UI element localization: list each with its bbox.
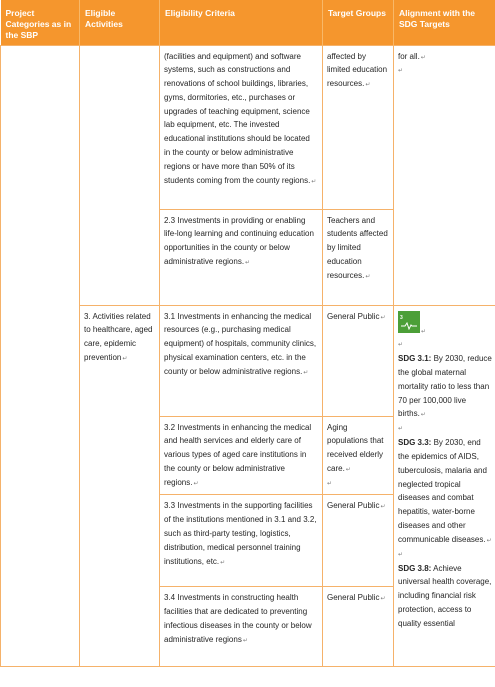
paragraph-mark: ↵ <box>311 178 317 185</box>
sdg-target-3-1 <box>398 352 492 423</box>
criteria-cell <box>160 305 323 416</box>
paragraph-mark: ↵ <box>245 259 251 266</box>
criteria-cell <box>160 587 323 667</box>
header-target-groups: Target Groups <box>323 0 394 45</box>
target-group-text: General Public <box>327 593 380 603</box>
heartbeat-icon <box>401 322 417 330</box>
paragraph-mark: ↵ <box>380 504 386 511</box>
table-row <box>1 45 495 209</box>
paragraph-mark: ↵ <box>421 328 427 335</box>
criteria-text: 3.1 Investments in enhancing the medical resources (e.g., purchasing medical equipment) of hospitals, community clinics, physical examination centers, etc. in the county or below administrative regions. <box>164 311 317 376</box>
paragraph-mark: ↵ <box>327 480 333 487</box>
criteria-text: 3.3 Investments in the supporting facilities of the institutions mentioned in 3.1 and 3.2, such as third-party testing, logistics, distribution, medical personnel training institutions, etc. <box>164 501 317 566</box>
criteria-cell <box>160 209 323 305</box>
paragraph-mark: ↵ <box>193 480 199 487</box>
header-eligible-activities: Eligible Activities <box>80 0 160 45</box>
target-group-text: General Public <box>327 501 380 511</box>
paragraph-mark: ↵ <box>345 466 351 473</box>
activity-cell <box>80 305 160 667</box>
criteria-text: (facilities and equipment) and software systems, such as constructions and renovations of school buildings, libraries, gyms, dormitories, etc., purchases or upgrades of teaching equipment, science lab equipment, etc. The invested educational institutions should be located in the county or below administrative regions or have more than 50% of its students coming from the county regions. <box>164 51 311 185</box>
header-project-categories: Project Categories as in the SBP <box>1 0 80 45</box>
sdg-alignment-cell <box>394 305 495 667</box>
paragraph-mark: ↵ <box>220 559 226 566</box>
target-group-cell <box>323 416 394 495</box>
category-cell <box>1 45 80 667</box>
criteria-cell <box>160 45 323 209</box>
activity-cell <box>80 45 160 305</box>
target-group-cell <box>323 305 394 416</box>
sdg-target-3-3 <box>398 436 492 548</box>
sdg-target-text: Achieve universal health coverage, including financial risk protection, access to quality essential <box>398 563 492 628</box>
criteria-cell <box>160 416 323 495</box>
sdg-target-text: By 2030, reduce the global maternal mortality ratio to less than 70 per 100,000 live births. <box>398 354 492 419</box>
sdg-alignment-text: for all. <box>398 51 420 61</box>
paragraph-mark: ↵ <box>398 426 404 433</box>
sdg-target-label: SDG 3.8: <box>398 563 432 573</box>
sdg-icon-number: 3 <box>400 314 403 321</box>
header-sdg-alignment: Alignment with the SDG Targets <box>394 0 495 45</box>
paragraph-mark: ↵ <box>122 355 128 362</box>
paragraph-mark: ↵ <box>398 68 404 75</box>
target-group-cell <box>323 587 394 667</box>
criteria-text: 2.3 Investments in providing or enabling life-long learning and continuing education opportunities in the county or below administrative regions. <box>164 215 314 266</box>
paragraph-mark: ↵ <box>303 369 309 376</box>
table-header-row <box>1 0 495 45</box>
paragraph-mark: ↵ <box>380 596 386 603</box>
paragraph-mark: ↵ <box>380 314 386 321</box>
activity-text: 3. Activities related to healthcare, aged care, epidemic prevention <box>84 311 153 362</box>
header-eligibility-criteria: Eligibility Criteria <box>160 0 323 45</box>
target-group-text: affected by limited education resources. <box>327 51 388 89</box>
paragraph-mark: ↵ <box>365 273 371 280</box>
target-group-text: Teachers and students affected by limited education resources. <box>327 215 388 280</box>
paragraph-mark: ↵ <box>420 54 426 61</box>
criteria-text: 3.2 Investments in enhancing the medical and health services and elderly care of various types of aged care institutions in the county or below administrative regions. <box>164 422 312 487</box>
sdg-3-good-health-icon <box>398 311 420 333</box>
sdg-target-label: SDG 3.3: <box>398 438 432 448</box>
criteria-cell <box>160 495 323 587</box>
paragraph-mark: ↵ <box>486 537 492 544</box>
sdg-target-label: SDG 3.1: <box>398 354 432 364</box>
paragraph-mark: ↵ <box>398 342 404 349</box>
paragraph-mark: ↵ <box>398 551 404 558</box>
paragraph-mark: ↵ <box>242 637 248 644</box>
sdg-target-3-8 <box>398 562 492 631</box>
target-group-cell <box>323 45 394 209</box>
paragraph-mark: ↵ <box>365 82 371 89</box>
paragraph-mark: ↵ <box>420 412 426 419</box>
target-group-text: General Public <box>327 311 380 321</box>
sdg-alignment-cell <box>394 45 495 305</box>
sdg-target-text: By 2030, end the epidemics of AIDS, tuberculosis, malaria and neglected tropical diseases and combat hepatitis, water-borne diseases and other communicable diseases. <box>398 438 487 544</box>
target-group-cell <box>323 495 394 587</box>
criteria-text: 3.4 Investments in constructing health facilities that are dedicated to preventing infectious diseases in the county or below administrative regions <box>164 593 312 644</box>
target-group-cell <box>323 209 394 305</box>
target-group-text: Aging populations that received elderly care. <box>327 422 384 473</box>
